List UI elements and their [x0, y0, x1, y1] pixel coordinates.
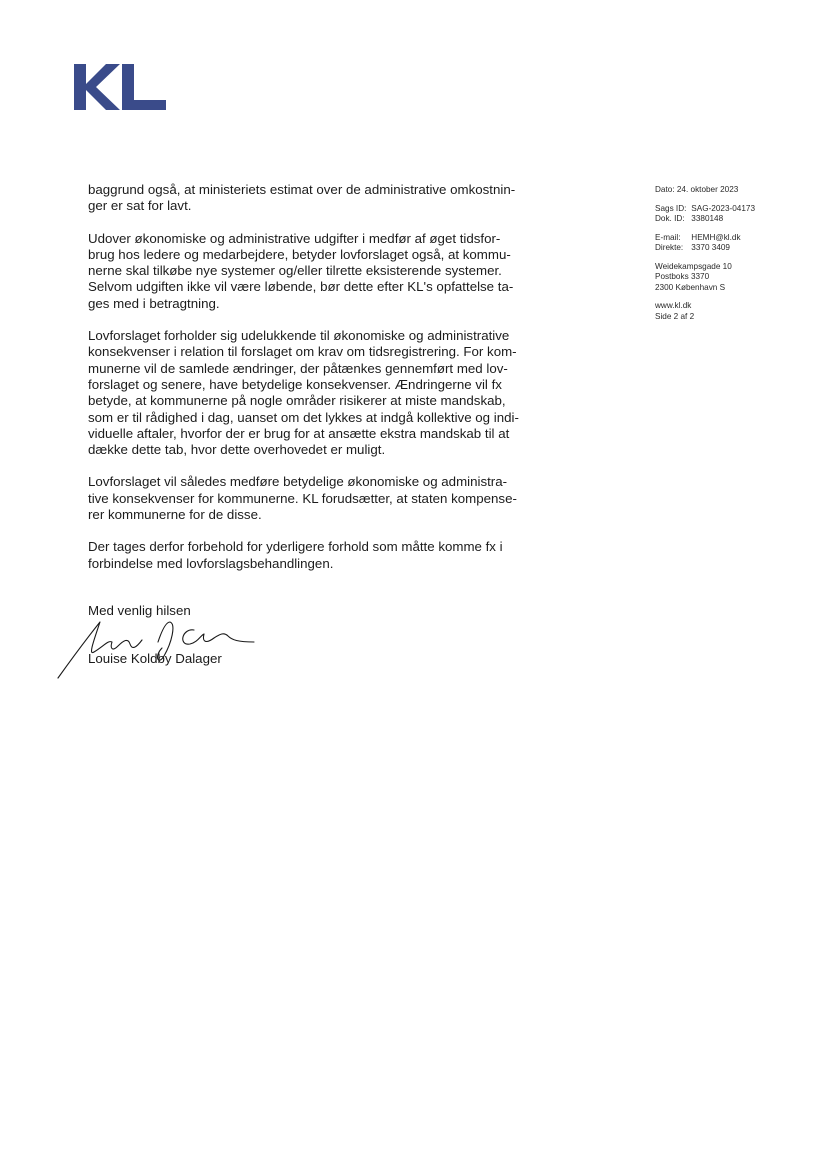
letter-body: [88, 182, 540, 588]
email-value[interactable]: HEMH@kl.dk: [691, 232, 741, 242]
direkte-value: 3370 3409: [691, 243, 730, 252]
kl-logo-mark: [74, 64, 166, 110]
web-block: [655, 301, 805, 322]
signer-name: Louise Koldby Dalager: [88, 651, 222, 666]
sags-id-value: SAG-2023-04173: [691, 203, 756, 213]
text-line: tive konsekvenser for kommunerne. KL forudsætter, at staten kompense-: [88, 490, 517, 506]
metadata-sidebar: [655, 185, 805, 330]
address-block: [655, 262, 805, 294]
text-line: Lovforslaget vil således medføre betydelige økonomiske og administra-: [88, 474, 508, 490]
paragraph: [88, 182, 540, 215]
closing-greeting: Med venlig hilsen: [88, 603, 191, 618]
sags-id-label: Sags ID:: [655, 203, 687, 213]
ids-block: [655, 204, 805, 225]
paragraph: [88, 474, 540, 523]
kl-logo: [72, 62, 168, 112]
text-line: Der tages derfor forbehold for yderligere forhold som måtte komme fx i: [88, 539, 503, 555]
text-line: nerne skal tilkøbe nye systemer og/eller tilrette eksisterende systemer.: [88, 263, 502, 279]
text-line: forbindelse med lovforslagsbehandlingen.: [88, 555, 334, 571]
text-line: rer kommunerne for de disse.: [88, 507, 262, 523]
text-line: munerne vil de samlede ændringer, der påtænkes gennemført med lov-: [88, 360, 508, 376]
page-number: Side 2 af 2: [655, 311, 695, 321]
text-line: brug hos ledere og medarbejdere, betyder lovforslaget også, at kommu-: [88, 246, 511, 262]
address-line: Weidekampsgade 10: [655, 261, 732, 271]
signature-scribble: [54, 612, 274, 682]
dok-id-label: Dok. ID:: [655, 214, 685, 223]
text-line: forslaget og senere, have betydelige konsekvenser. Ændringerne vil fx: [88, 376, 502, 392]
text-line: Udover økonomiske og administrative udgifter i medfør af øget tidsfor-: [88, 230, 501, 246]
text-line: ges med i betragtning.: [88, 295, 220, 311]
text-line: som er til rådighed i dag, uanset om det lykkes at indgå kollektive og indi-: [88, 409, 519, 425]
paragraph: [88, 328, 540, 458]
website-link[interactable]: www.kl.dk: [655, 301, 692, 310]
text-line: dække dette tab, hvor dette overhovedet er muligt.: [88, 442, 386, 458]
date-label: Dato:: [655, 185, 675, 194]
date-value: 24. oktober 2023: [676, 185, 739, 194]
address-line: 2300 København S: [655, 282, 726, 292]
paragraph: [88, 539, 540, 572]
address-line: Postboks 3370: [655, 272, 710, 281]
contact-block: [655, 233, 805, 254]
text-line: betyde, at kommunerne på nogle områder risikerer at miste mandskab,: [88, 393, 506, 409]
text-line: Selvom udgiften ikke vil være løbende, bør dette efter KL's opfattelse ta-: [88, 279, 514, 295]
text-line: ger er sat for lavt.: [88, 198, 192, 214]
dok-id-value: 3380148: [691, 214, 724, 223]
date-block: [655, 185, 805, 196]
text-line: Lovforslaget forholder sig udelukkende til økonomiske og administrative: [88, 328, 510, 344]
email-label: E-mail:: [655, 232, 681, 242]
direkte-label: Direkte:: [655, 243, 684, 252]
text-line: baggrund også, at ministeriets estimat over de administrative omkostnin-: [88, 182, 516, 197]
text-line: konsekvenser i relation til forslaget om krav om tidsregistrering. For kom-: [88, 344, 517, 360]
paragraph: [88, 231, 540, 312]
text-line: viduelle aftaler, hvorfor der er brug for at ansætte ekstra mandskab til at: [88, 425, 510, 441]
